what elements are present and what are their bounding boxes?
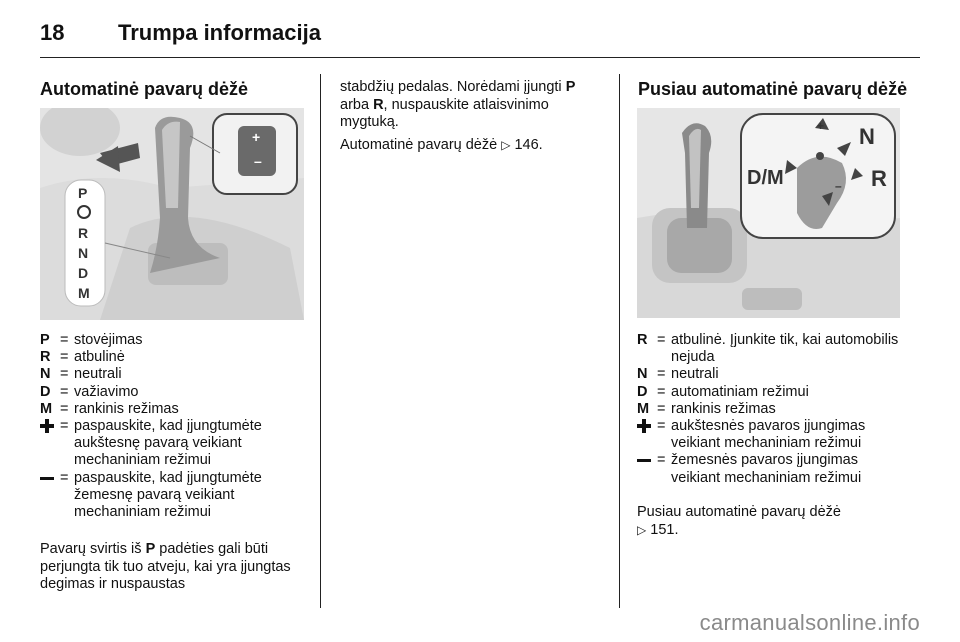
legend-text: atbulinė. Įjunkite tik, kai automobilis nejuda: [671, 332, 899, 366]
gate-label-r: R: [871, 166, 887, 191]
legend-row: D = važiavimo: [40, 384, 300, 401]
page-title: Trumpa informacija: [118, 20, 321, 45]
column-divider-right: [619, 74, 620, 608]
left-paragraph: Pavarų svirtis iš P padėties gali būti perjungta tik tuo atveju, kai yra įjungtas degimas ir nuspaustas: [40, 541, 291, 593]
legend-text: žemesnės pavaros įjungimas veikiant mechaniniam režimui: [671, 452, 862, 486]
legend-text: aukštesnės pavaros įjungimas veikiant mechaniniam režimui: [671, 418, 866, 452]
gate-letter-p: P: [78, 185, 88, 201]
legend-text: važiavimo: [74, 383, 139, 400]
left-legend: [40, 332, 300, 521]
legend-row: M = rankinis režimas: [637, 401, 909, 418]
minus-icon: [40, 471, 54, 485]
legend-text: automatiniam režimui: [671, 383, 809, 400]
legend-row: P = stovėjimas: [40, 332, 300, 349]
legend-row: R = atbulinė: [40, 349, 300, 366]
middle-paragraph-1: stabdžių pedalas. Norėdami įjungti P arba R, nuspauskite atlaisvinimo mygtuką.: [340, 79, 576, 131]
minus-icon: [637, 453, 651, 467]
svg-text:+: +: [252, 129, 261, 145]
legend-text: atbulinė: [74, 349, 125, 366]
gate-label-n: N: [859, 124, 875, 149]
plus-icon: [637, 419, 651, 433]
legend-row: D = automatiniam režimui: [637, 384, 909, 401]
gate-letter-r: R: [78, 225, 89, 241]
legend-row: M = rankinis režimas: [40, 401, 300, 418]
automatic-gear-illustration: [40, 108, 304, 320]
legend-symbol: M: [637, 400, 650, 417]
legend-text: neutrali: [671, 366, 719, 383]
legend-symbol: P: [40, 332, 50, 348]
legend-row: = paspauskite, kad įjungtumėte žemesnę pavarą veikiant mechaniniam režimui: [40, 470, 300, 522]
right-paragraph: Pusiau automatinė pavarų dėžė ▷ 151.: [637, 504, 841, 538]
legend-row: = aukštesnės pavaros įjungimas veikiant mechaniniam režimui: [637, 418, 909, 452]
semiautomatic-gear-figure: [637, 108, 900, 318]
left-column: [40, 76, 310, 100]
legend-row: = žemesnės pavaros įjungimas veikiant mechaniniam režimui: [637, 452, 909, 486]
legend-symbol: R: [40, 349, 51, 366]
legend-text: stovėjimas: [74, 332, 143, 348]
gate-letter-m: M: [78, 285, 90, 301]
header-divider: [40, 57, 920, 58]
legend-symbol: R: [637, 332, 648, 348]
section-title-automatic: Automatinė pavarų dėžė: [40, 79, 249, 99]
watermark: carmanualsonline.info: [699, 610, 920, 635]
svg-text:+: +: [817, 119, 825, 133]
right-legend: [637, 332, 909, 487]
automatic-gear-figure: [40, 108, 304, 320]
legend-text: paspauskite, kad įjungtumėte aukštesnę pavarą veikiant mechaniniam režimui: [74, 418, 262, 469]
semiautomatic-gear-illustration: [637, 108, 900, 318]
page-header: [40, 14, 920, 56]
gate-label-dm: D/M: [747, 167, 784, 189]
legend-row: N = neutrali: [40, 366, 300, 383]
arrow-ref-icon: ▷: [637, 522, 647, 537]
legend-symbol: N: [40, 366, 51, 383]
legend-text: rankinis režimas: [74, 400, 179, 417]
legend-symbol: D: [637, 383, 648, 400]
legend-row: R = atbulinė. Įjunkite tik, kai automobilis nejuda: [637, 332, 909, 366]
page-number: 18: [40, 20, 65, 45]
legend-symbol: M: [40, 400, 53, 417]
legend-text: paspauskite, kad įjungtumėte žemesnę pavarą veikiant mechaniniam režimui: [74, 469, 262, 521]
right-column: [638, 76, 923, 100]
middle-paragraph-2: Automatinė pavarų dėžė ▷ 146.: [340, 137, 543, 153]
arrow-ref-icon: ▷: [501, 138, 511, 152]
section-title-semiautomatic: Pusiau automatinė pavarų dėžė: [638, 79, 908, 99]
gate-letter-d: D: [78, 265, 89, 281]
svg-text:–: –: [835, 179, 842, 193]
column-divider-left: [320, 74, 321, 608]
legend-row: = paspauskite, kad įjungtumėte aukštesnę pavarą veikiant mechaniniam režimui: [40, 418, 300, 470]
gate-letter-n: N: [78, 245, 89, 261]
legend-symbol: D: [40, 383, 51, 400]
legend-text: rankinis režimas: [671, 400, 776, 417]
legend-row: N = neutrali: [637, 366, 909, 383]
plus-icon: [40, 419, 54, 433]
svg-text:–: –: [254, 153, 262, 169]
legend-symbol: N: [637, 366, 648, 383]
legend-text: neutrali: [74, 366, 122, 383]
